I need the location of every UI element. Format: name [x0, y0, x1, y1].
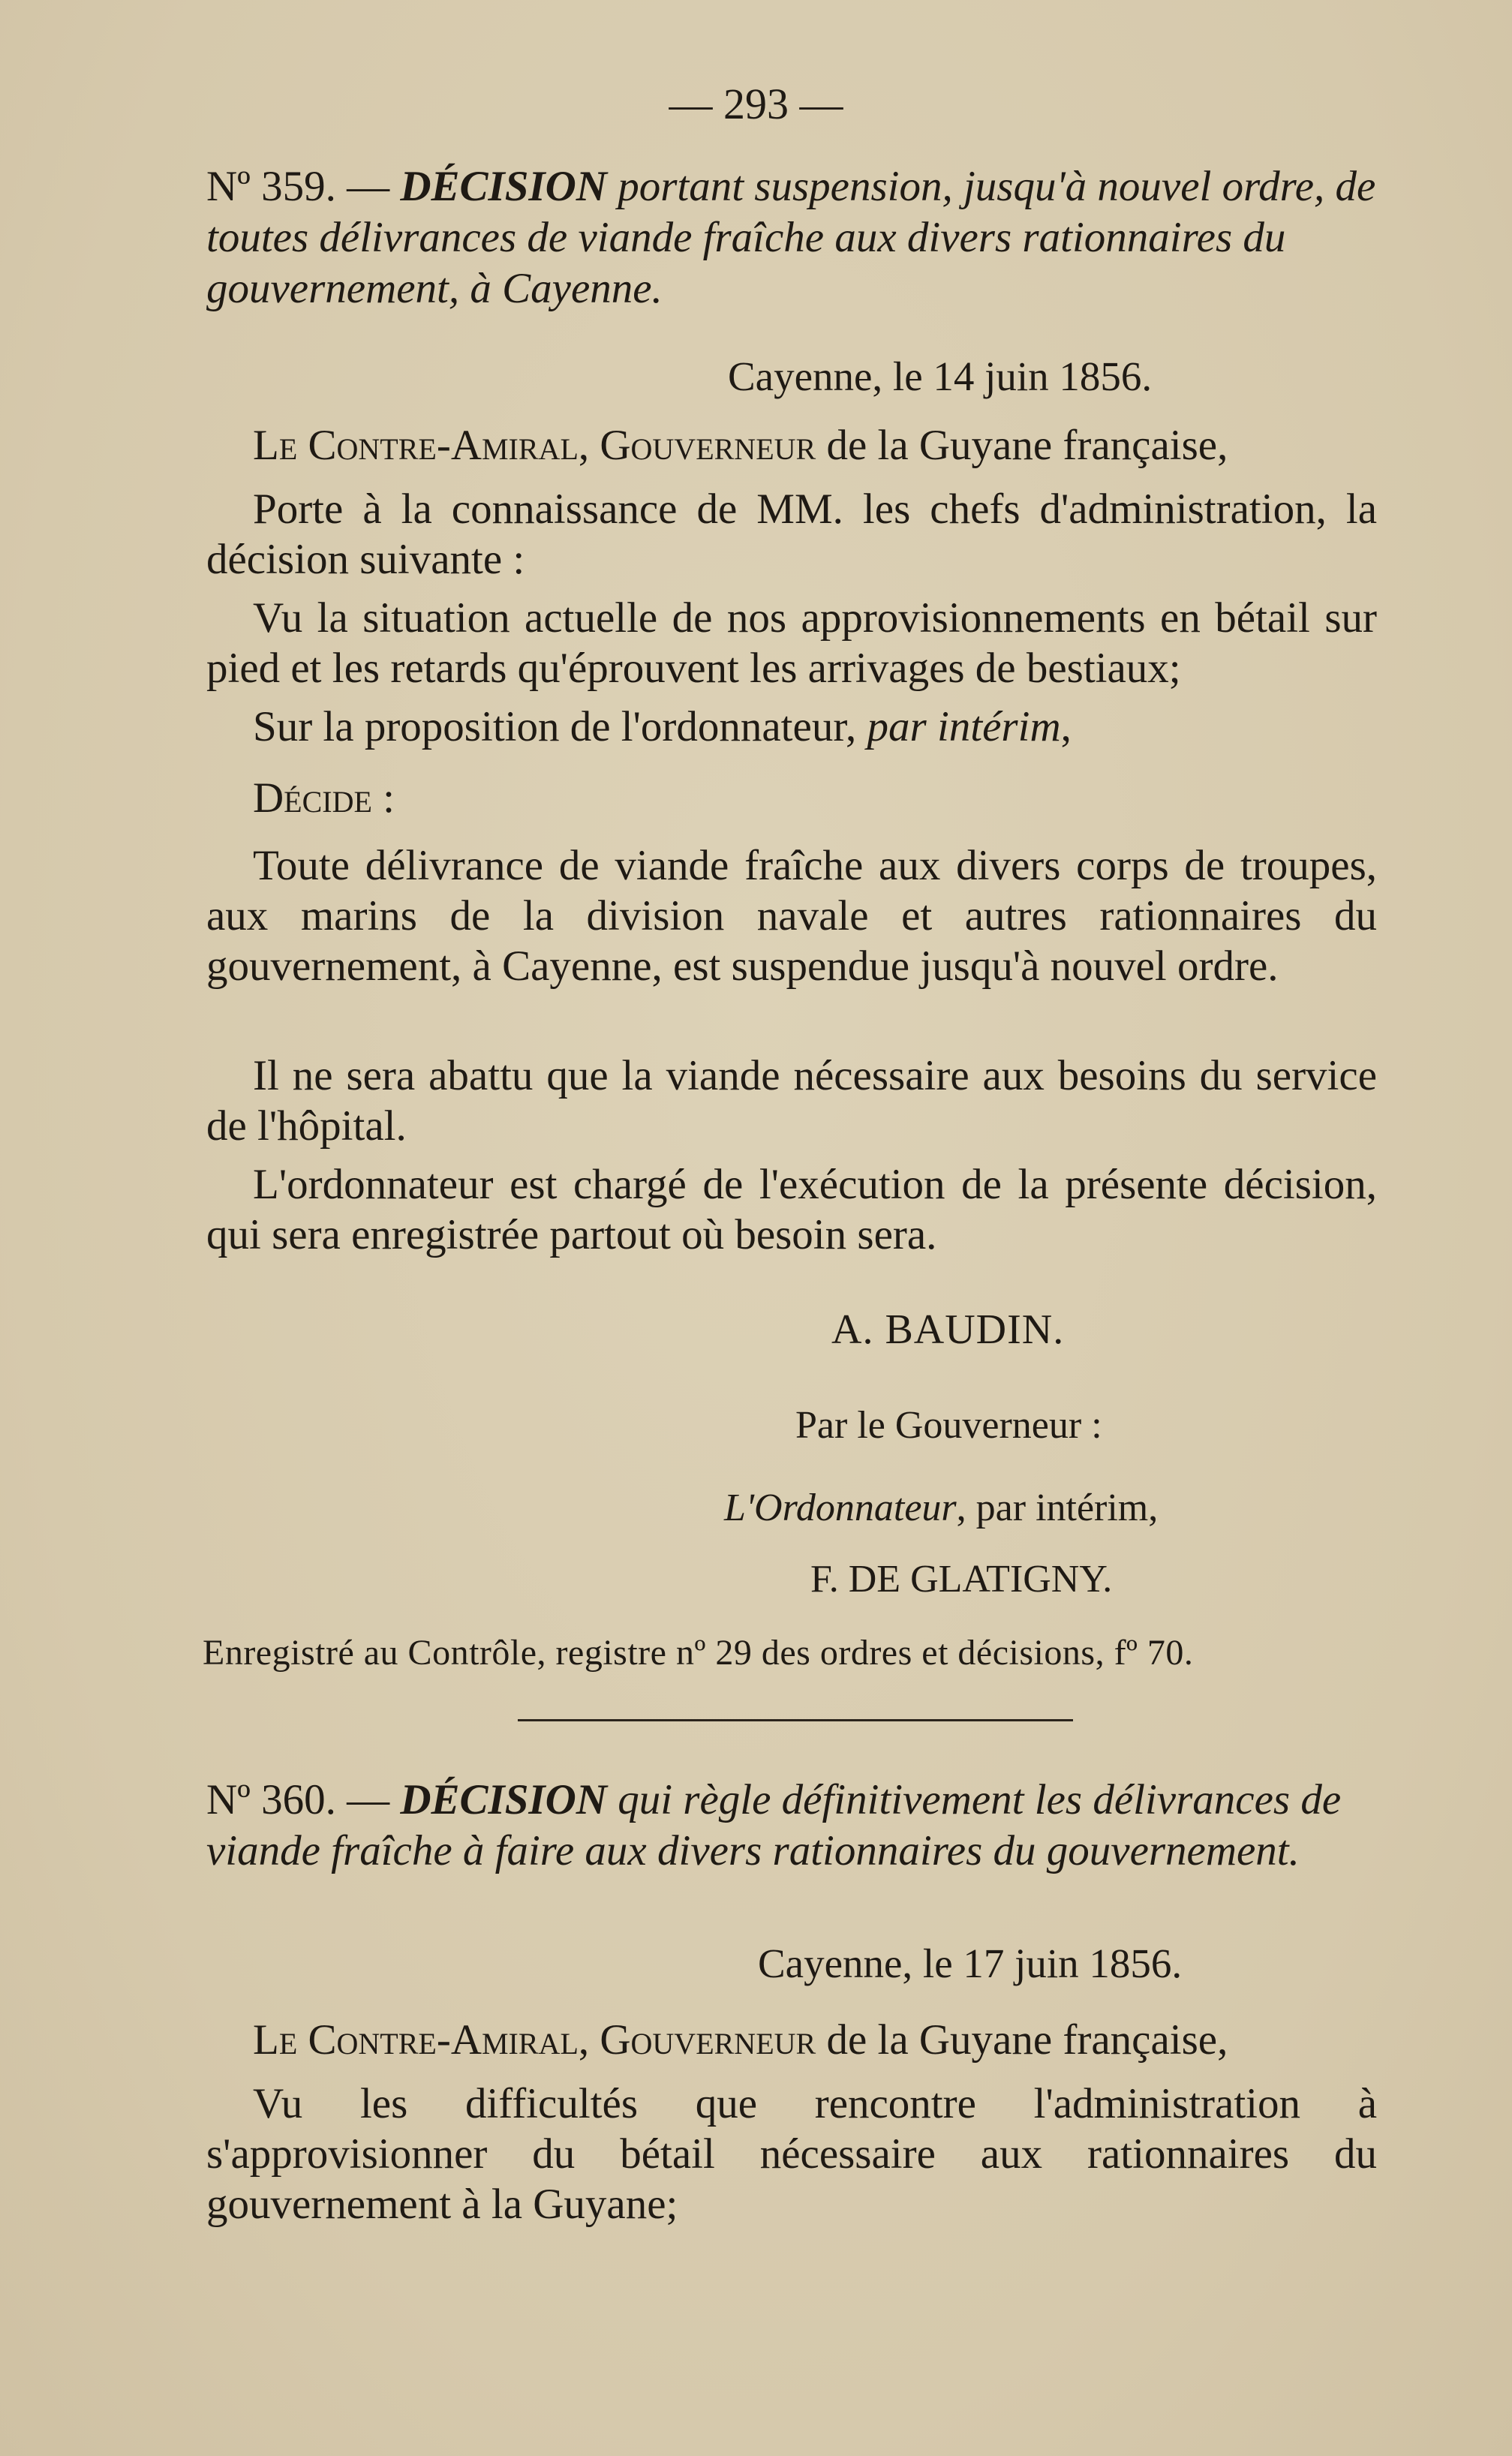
para-3-interim: par intérim — [867, 703, 1061, 750]
decision-360-para-1: Vu les difficultés que rencontre l'administration à s'approvisionner du bétail nécessaire aux rationnaires du gouvernement à la Guyane; — [206, 2080, 1377, 2228]
decision-359-decide: Décide : — [253, 774, 395, 822]
decision-360-heading — [206, 1775, 1377, 1877]
separator-rule — [518, 1719, 1073, 1721]
ordonnateur-interim: , par intérim, — [956, 1487, 1159, 1529]
decision-359-date: Cayenne, le 14 juin 1856. — [728, 353, 1153, 399]
by-governor: Par le Gouverneur : — [795, 1404, 1102, 1447]
page-number: — 293 — — [669, 80, 843, 128]
decision-360-date: Cayenne, le 17 juin 1856. — [758, 1940, 1183, 1986]
issuer-place: de la Guyane française, — [826, 422, 1228, 469]
decision-number: Nº 360. — — [206, 1776, 390, 1823]
decision-title: DÉCISION — [400, 163, 607, 210]
issuer-rank: Le Contre-Amiral — [253, 422, 579, 469]
issuer-title: Gouverneur — [600, 2016, 816, 2064]
decision-title: DÉCISION — [400, 1776, 607, 1823]
decision-359-para-5: Il ne sera abattu que la viande nécessaire aux besoins du service de l'hôpital. — [206, 1052, 1377, 1150]
ordonnateur-title: L'Ordonnateur — [724, 1487, 957, 1529]
registration-note: Enregistré au Contrôle, registre nº 29 des ordres et décisions, fº 70. — [203, 1633, 1194, 1673]
decision-359-para-3: Sur la proposition de l'ordonnateur, par intérim, — [253, 703, 1072, 750]
decision-359-para-2: Vu la situation actuelle de nos approvisionnements en bétail sur pied et les retards qu'éprouvent les arrivages de bestiaux; — [206, 594, 1377, 692]
decision-360-issuer: Le Contre-Amiral, Gouverneur de la Guyane française, — [253, 2016, 1228, 2064]
decision-subject: qui règle définitivement les délivrances de viande fraîche à faire aux divers rationnaires du gouvernement. — [206, 1776, 1342, 1874]
signature-baudin: A. BAUDIN. — [831, 1306, 1065, 1353]
issuer-place: de la Guyane française, — [826, 2016, 1228, 2064]
decision-number: Nº 359. — — [206, 163, 390, 210]
ordonnateur-line — [724, 1486, 1158, 1530]
decision-359-issuer: Le Contre-Amiral, Gouverneur de la Guyane française, — [253, 422, 1228, 469]
signature-glatigny: F. DE GLATIGNY. — [810, 1558, 1113, 1601]
decision-359-heading — [206, 161, 1377, 314]
decision-359-para-4: Toute délivrance de viande fraîche aux divers corps de troupes, aux marins de la division navale et autres rationnaires du gouvernement, à Cayenne, est suspendue jusqu'à nouvel ordre. — [206, 842, 1377, 990]
decision-subject: portant suspension, jusqu'à nouvel ordre, de toutes délivrances de viande fraîche aux divers rationnaires du gouvernement, à Cayenne. — [206, 163, 1376, 312]
issuer-rank: Le Contre-Amiral — [253, 2016, 579, 2064]
decision-359-para-6: L'ordonnateur est chargé de l'exécution de la présente décision, qui sera enregistrée partout où besoin sera. — [206, 1161, 1377, 1258]
decision-359-para-1: Porte à la connaissance de MM. les chefs d'administration, la décision suivante : — [206, 485, 1377, 583]
para-3-text: Sur la proposition de l'ordonnateur, — [253, 703, 857, 750]
issuer-title: Gouverneur — [600, 422, 816, 469]
